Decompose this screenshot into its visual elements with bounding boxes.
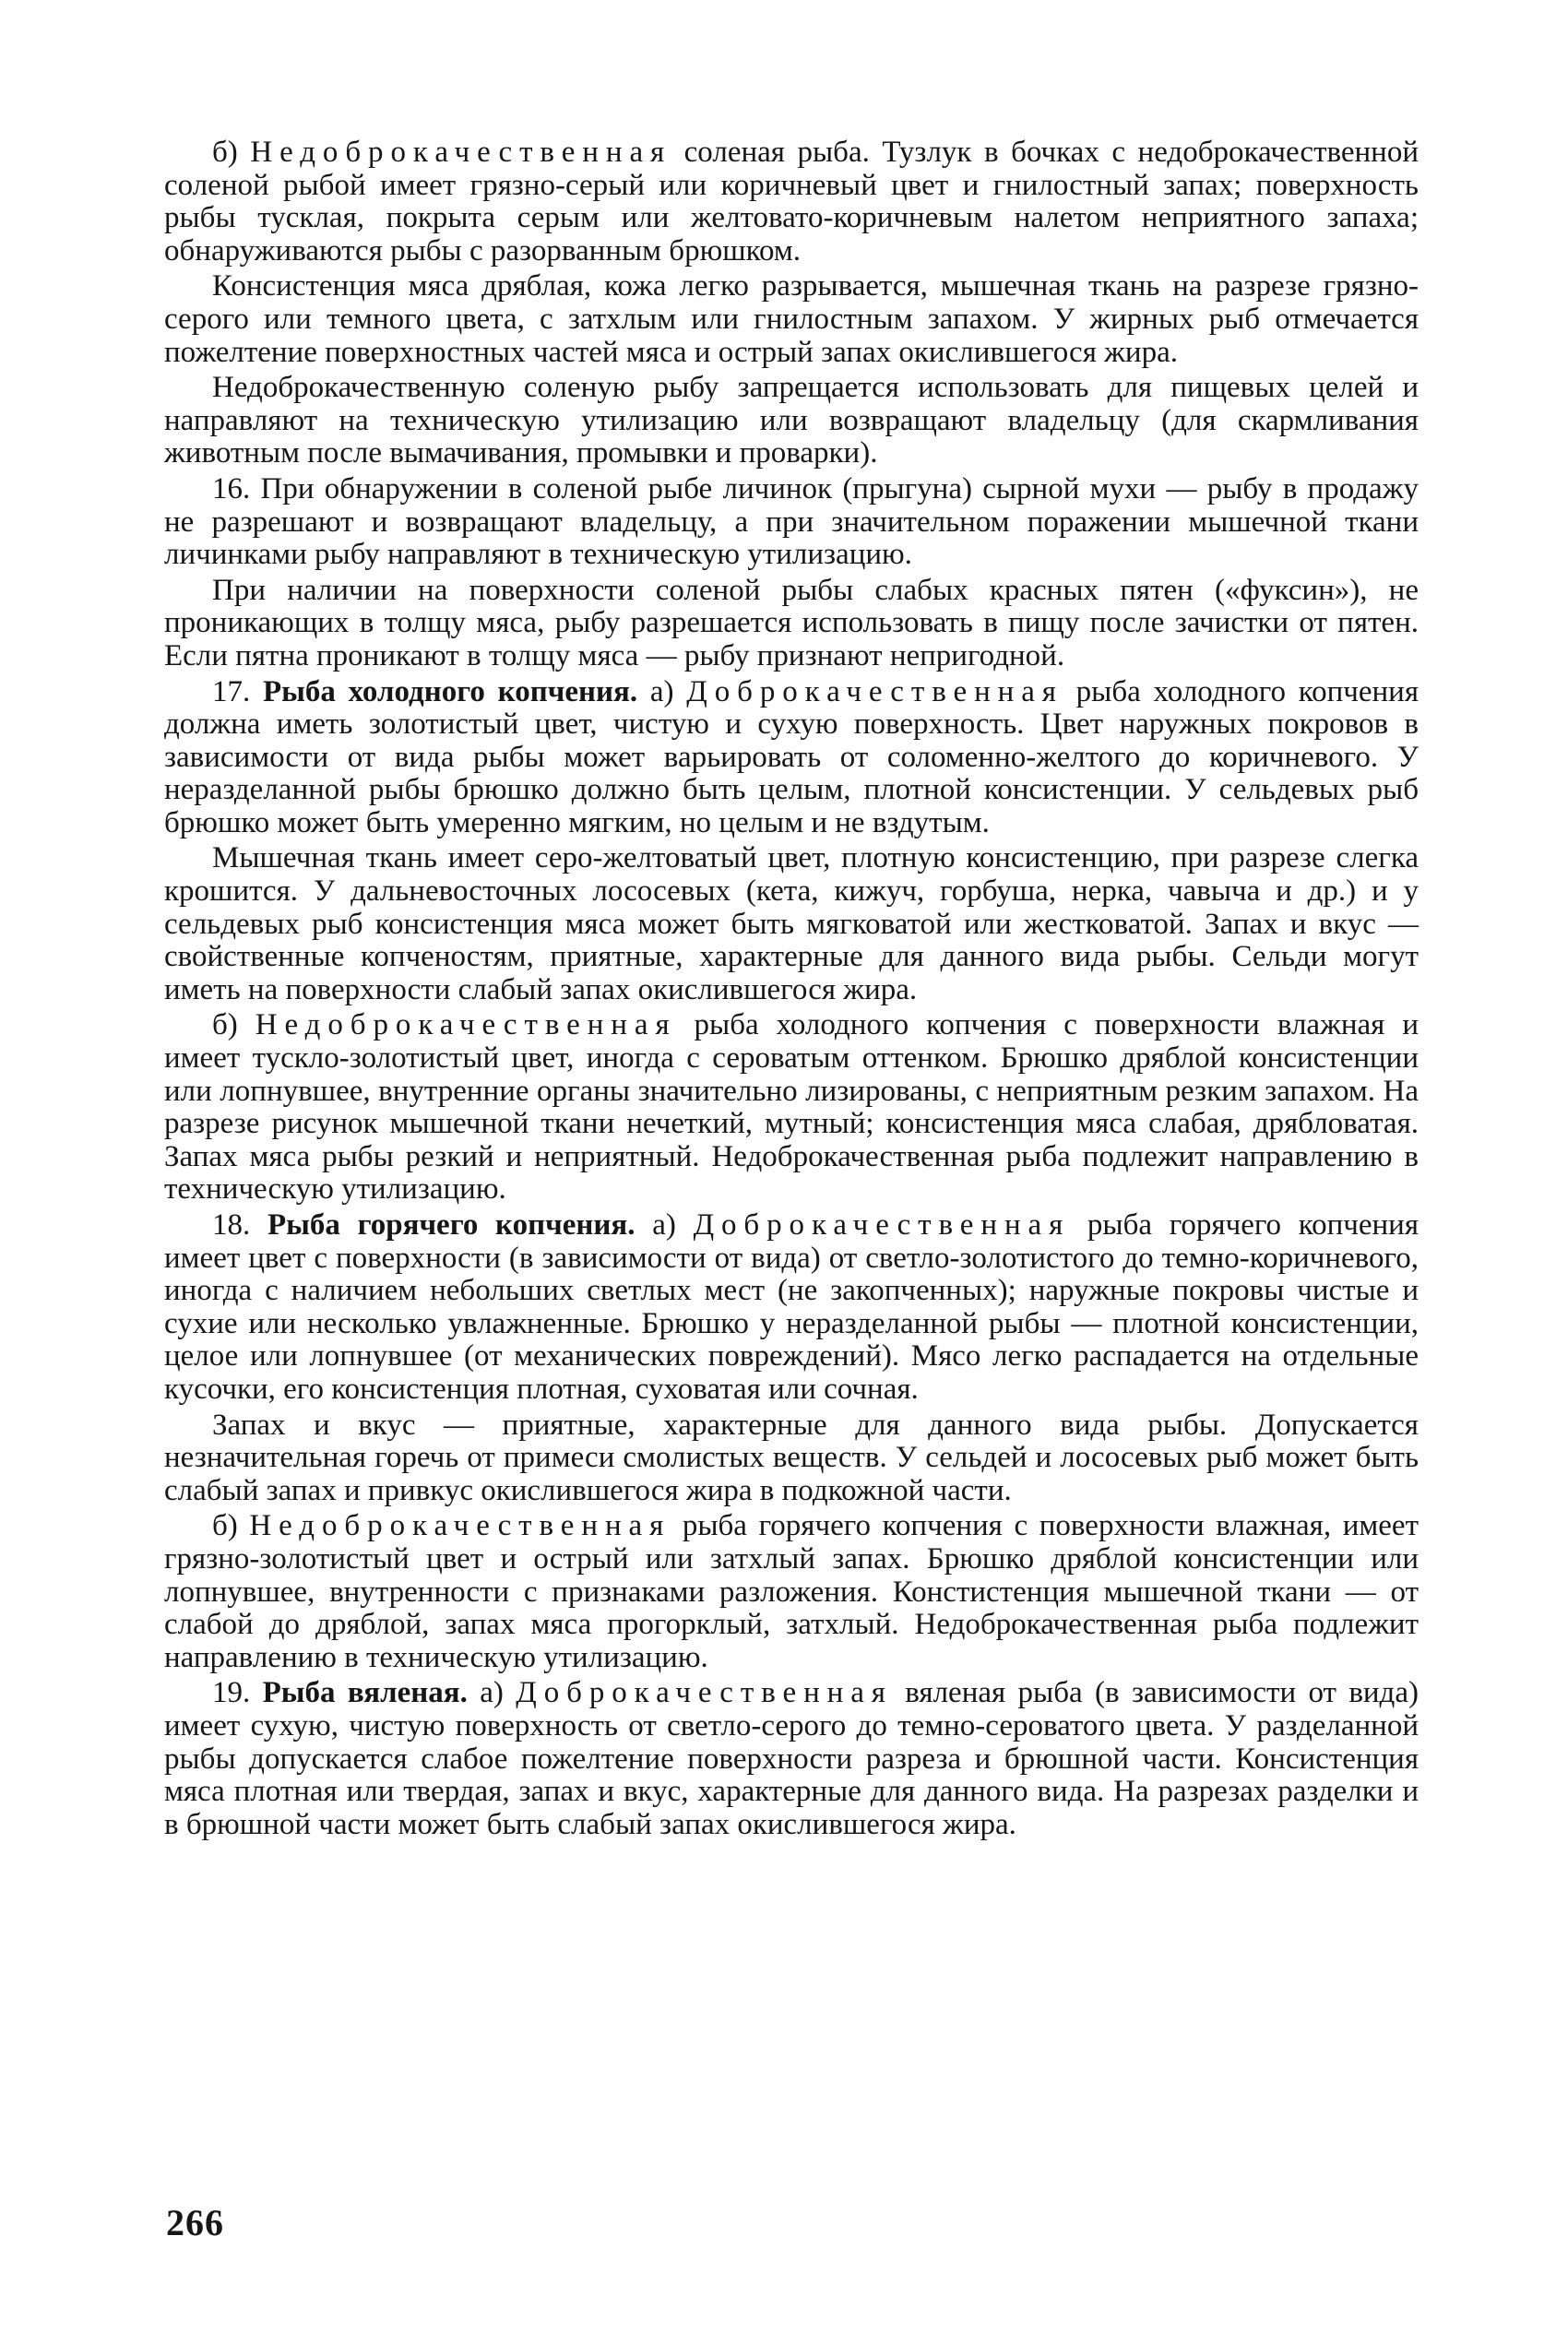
paragraph	[164, 676, 1419, 840]
paragraph	[164, 137, 1419, 268]
paragraph	[164, 1009, 1419, 1207]
paragraph: 16. При обнаружении в соленой рыбе личинок (прыгуна) сырной мухи — рыбу в продажу не разрешают и возвращают владельцу, а при значительном поражении мышечной ткани личинками рыбу направляют в техническую утилизацию.	[164, 471, 1419, 572]
emphasis-term: Доброкачественная	[516, 1676, 893, 1710]
section-number: 18.	[212, 1208, 267, 1242]
paragraph-text: рыба горячего копчения имеет цвет с поверхности (в зависимости от вида) от светло-золотистого до темно-коричневого, иногда с наличием небольших светлых мест (не закопченных); наружные покровы чистые и сухие или несколько увлажненные. Брюшко у неразделанной рыбы — плотной консистенции, целое или лопнувшее (от механических повреждений). Мясо легко распадается на отдельные кусочки, его консистенция плотная, суховатая или сочная.	[164, 1208, 1420, 1406]
paragraph-text: рыба холодного копчения должна иметь золотистый цвет, чистую и сухую поверхность. Цвет наружных покровов в зависимости от вида рыбы может варьировать от соломенно-желтого до коричневого. У неразделанной рыбы брюшко должно быть целым, плотной консистенции. У сельдевых рыб брюшко может быть умеренно мягким, но целым и не вздутым.	[164, 674, 1420, 839]
item-label: а)	[635, 1208, 694, 1242]
emphasis-term: Недоброкачественная	[255, 1008, 677, 1042]
paragraph	[164, 1677, 1419, 1841]
paragraph: Консистенция мяса дряблая, кожа легко разрывается, мышечная ткань на разрезе грязно-серого или темного цвета, с затхлым или гнилостным запахом. У жирных рыб отмечается пожелтение поверхностных частей мяса и острый запах окислившегося жира.	[164, 269, 1419, 369]
item-label: а)	[467, 1676, 517, 1710]
item-label: б)	[212, 1008, 255, 1042]
item-label: а)	[637, 674, 687, 708]
paragraph-text: рыба горячего копчения с поверхности влажная, имеет грязно-золотистый цвет и острый или затхлый запах. Брюшко дряблой консистенции или лопнувшее, внутренности с признаками разложения. Констистенция мышечной ткани — от слабой до дряблой, запах мяса прогорклый, затхлый. Недоброкачественная рыба подлежит направлению в техническую утилизацию.	[164, 1509, 1419, 1674]
emphasis-term: Недоброкачественная	[249, 1509, 671, 1543]
paragraph-text: вяленая рыба (в зависимости от вида) имеет сухую, чистую поверхность от светло-серого до темно-сероватого цвета. У разделанной рыбы допускается слабое пожелтение поверхности разреза и брюшной части. Консистенция мяса плотная или твердая, запах и вкус, характерные для данного вида. На разрезах разделки и в брюшной части может быть слабый запах окислившегося жира.	[164, 1676, 1419, 1841]
paragraph	[164, 1510, 1419, 1674]
section-heading: Рыба вяленая.	[262, 1676, 468, 1710]
item-label: б)	[212, 1509, 250, 1543]
emphasis-term: Доброкачественная	[693, 1208, 1071, 1242]
emphasis-term: Доброкачественная	[686, 674, 1063, 708]
section-heading: Рыба горячего копчения.	[267, 1208, 636, 1242]
section-heading: Рыба холодного копчения.	[263, 674, 638, 708]
section-number: 17.	[212, 674, 263, 708]
paragraph: Мышечная ткань имеет серо-желтоватый цвет, плотную консистенцию, при разрезе слегка крошится. У дальневосточных лососевых (кета, кижуч, горбуша, нерка, чавыча и др.) и у сельдевых рыб консистенция мяса может быть мягковатой или жестковатой. Запах и вкус — свойственные копченостям, приятные, характерные для данного вида рыбы. Сельди могут иметь на поверхности слабый запах окислившегося жира.	[164, 841, 1419, 1006]
emphasis-term: Недоброкачественная	[250, 136, 672, 169]
body-text	[164, 137, 1419, 1841]
section-number: 19.	[212, 1676, 263, 1710]
paragraph-text: соленая рыба. Тузлук в бочках с недоброкачественной соленой рыбой имеет грязно-серый или коричневый цвет и гнилостный запах; поверхность рыбы тусклая, покрыта серым или желтовато-коричневым налетом неприятного запаха; обнаруживаются рыбы с разорванным брюшком.	[164, 136, 1420, 268]
paragraph: Запах и вкус — приятные, характерные для данного вида рыбы. Допускается незначительная горечь от примеси смолистых веществ. У сельдей и лососевых рыб может быть слабый запах и привкус окислившегося жира в подкожной части.	[164, 1408, 1419, 1507]
paragraph	[164, 1209, 1419, 1407]
paragraph: Недоброкачественную соленую рыбу запрещается использовать для пищевых целей и направляют на техническую утилизацию или возвращают владельцу (для скармливания животным после вымачивания, промывки и проварки).	[164, 371, 1419, 470]
page-number: 266	[166, 2202, 224, 2243]
paragraph: При наличии на поверхности соленой рыбы слабых красных пятен («фуксин»), не проникающих в толщу мяса, рыбу разрешается использовать в пищу после зачистки от пятен. Если пятна проникают в толщу мяса — рыбу признают непригодной.	[164, 573, 1419, 672]
paragraph-text: рыба холодного копчения с поверхности влажная и имеет тускло-золотистый цвет, иногда с сероватым оттенком. Брюшко дряблой консистенции или лопнувшее, внутренние органы значительно лизированы, с неприятным резким запахом. На разрезе рисунок мышечной ткани нечеткий, мутный; консистенция мяса слабая, дрябловатая. Запах мяса рыбы резкий и неприятный. Недоброкачественная рыба подлежит направлению в техническую утилизацию.	[164, 1008, 1420, 1207]
item-label: б)	[212, 136, 251, 169]
